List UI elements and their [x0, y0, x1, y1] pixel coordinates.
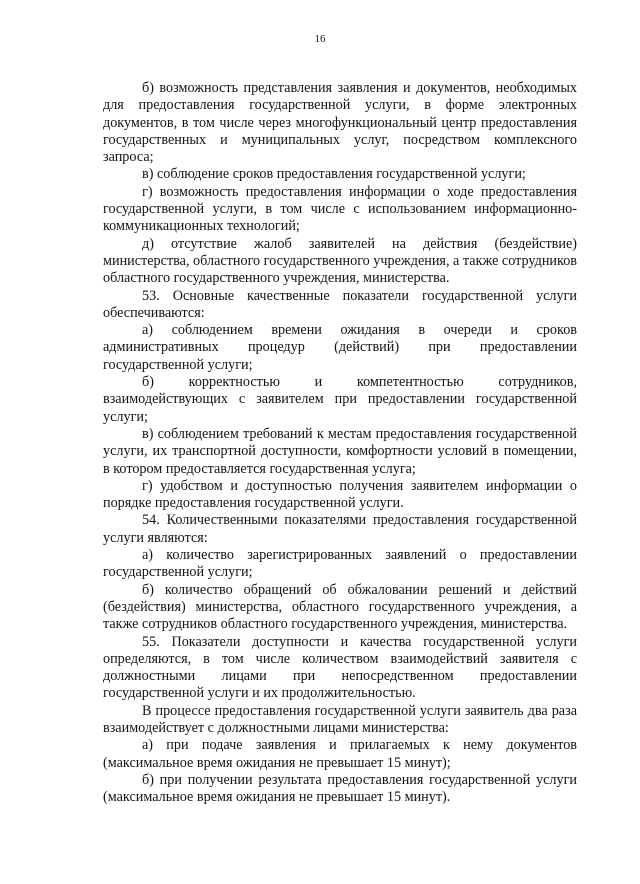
paragraph: д) отсутствие жалоб заявителей на действия (бездействие) министерства, областного государственного учреждения, а также сотрудников областного государственного учреждения, министерства.	[103, 235, 577, 287]
document-body	[103, 80, 577, 806]
paragraph: г) возможность предоставления информации о ходе предоставления государственной услуги, в том числе с использованием информационно-коммуникационных технологий;	[103, 183, 577, 235]
paragraph: а) количество зарегистрированных заявлений о предоставлении государственной услуги;	[103, 547, 577, 581]
paragraph: 54. Количественными показателями предоставления государственной услуги являются:	[103, 512, 577, 546]
paragraph: г) удобством и доступностью получения заявителем информации о порядке предоставления государственной услуги.	[103, 477, 577, 512]
paragraph: в) соблюдением требований к местам предоставления государственной услуги, их транспортной доступности, комфортности условий в помещении, в котором предоставляется государственная услуга;	[103, 425, 577, 477]
paragraph: б) корректностью и компетентностью сотрудников, взаимодействующих с заявителем при предоставлении государственной услуги;	[103, 374, 577, 425]
paragraph: в) соблюдение сроков предоставления государственной услуги;	[142, 166, 526, 183]
paragraph: б) количество обращений об обжаловании решений и действий (бездействия) министерства, областного государственного учреждения, а также сотрудников областного государственного учреждения, министерства.	[103, 581, 577, 633]
paragraph: б) при получении результата предоставления государственной услуги (максимальное время ожидания не превышает 15 минут).	[103, 771, 577, 806]
paragraph: а) соблюдением времени ожидания в очереди и сроков административных процедур (действий) при предоставлении государственной услуги;	[103, 322, 577, 373]
paragraph: В процессе предоставления государственной услуги заявитель два раза взаимодействует с должностными лицами министерства:	[103, 702, 577, 736]
paragraph: 55. Показатели доступности и качества государственной услуги определяются, в том числе количеством взаимодействий заявителя с должностными лицами при непосредственном предоставлении государственной услуги и их продолжительностью.	[103, 633, 577, 702]
paragraph: б) возможность представления заявления и документов, необходимых для предоставления государственной услуги, в форме электронных документов, в том числе через многофункциональный центр предоставления государственных и муниципальных услуг, посредством комплексного запроса;	[103, 80, 577, 166]
page-number: 16	[314, 33, 326, 45]
paragraph: 53. Основные качественные показатели государственной услуги обеспечиваются:	[103, 287, 577, 321]
paragraph: а) при подаче заявления и прилагаемых к нему документов (максимальное время ожидания не превышает 15 минут);	[103, 737, 577, 771]
